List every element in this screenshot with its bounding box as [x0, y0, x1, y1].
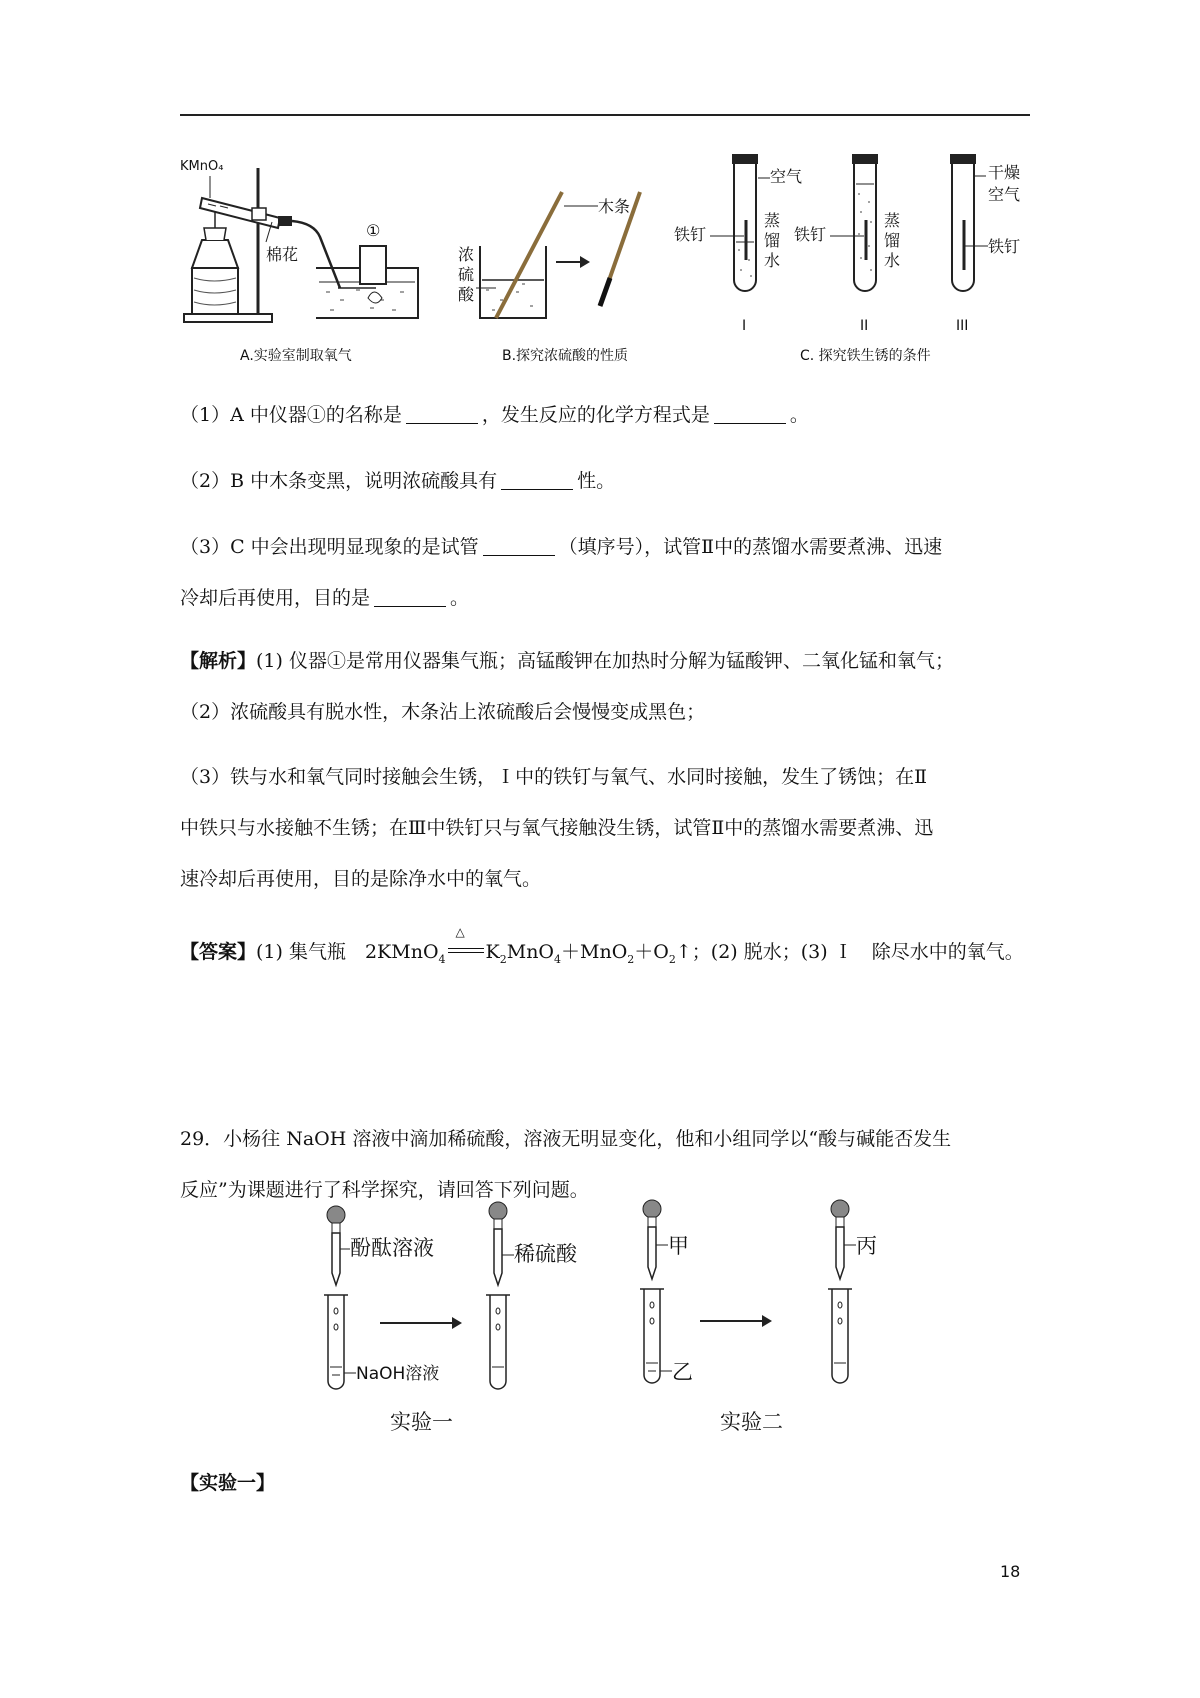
- answer-blank: [501, 471, 573, 490]
- svg-text:铁钉: 铁钉: [674, 225, 707, 244]
- header-rule: [180, 114, 1030, 116]
- svg-text:棉花: 棉花: [266, 245, 299, 264]
- svg-text:NaOH溶液: NaOH溶液: [356, 1364, 440, 1384]
- question-29: 29．小杨往 NaOH 溶液中滴加稀硫酸，溶液无明显变化，他和小组同学以“酸与碱能否发生 反应”为课题进行了科学探究，请回答下列问题。: [180, 1128, 952, 1201]
- answer-tag: 【答案】: [180, 941, 257, 963]
- svg-text:A.实验室制取氧气: A.实验室制取氧气: [240, 348, 352, 364]
- answer-blank: [406, 405, 478, 424]
- svg-text:丙: 丙: [856, 1234, 877, 1258]
- experiment-two: [640, 1200, 877, 1434]
- heat-equals-sign: △: [448, 927, 484, 978]
- svg-text:浓: 浓: [458, 245, 475, 264]
- lab-figure-top: [180, 150, 1030, 370]
- svg-text:实验二: 实验二: [720, 1410, 783, 1434]
- analysis-tag: 【解析】: [180, 650, 257, 672]
- svg-text:稀硫酸: 稀硫酸: [514, 1242, 577, 1266]
- svg-text:空气: 空气: [988, 185, 1021, 204]
- answer-blank: [374, 588, 446, 607]
- experiment-figure-bottom: [320, 1195, 940, 1435]
- svg-text:酚酞溶液: 酚酞溶液: [350, 1236, 434, 1260]
- analysis: 【解析】(1) 仪器①是常用仪器集气瓶；高锰酸钾在加热时分解为锰酸钾、二氧化锰和氧气； （2）浓硫酸具有脱水性，木条沾上浓硫酸后会慢慢变成黑色；: [180, 650, 954, 723]
- svg-text:铁钉: 铁钉: [794, 225, 827, 244]
- svg-text:酸: 酸: [458, 285, 475, 304]
- figure-c-rusting: [674, 154, 1020, 364]
- svg-text:蒸: 蒸: [884, 211, 901, 230]
- svg-text:木条: 木条: [598, 197, 631, 216]
- svg-text:蒸: 蒸: [764, 211, 781, 230]
- experiment-one: [324, 1202, 578, 1434]
- question-1: （1）A 中仪器①的名称是 ，发生反应的化学方程式是 。: [180, 404, 809, 426]
- answer: 【答案】(1) 集气瓶 2KMnO$_4$ △ $K_2MnO_4+MnO_2+O_2↑$；(2) 脱水；(3) Ｉ 除尽水中的氧气。: [180, 927, 1030, 985]
- svg-text:水: 水: [884, 251, 901, 270]
- svg-text:干燥: 干燥: [988, 163, 1021, 182]
- svg-text:III: III: [956, 318, 969, 334]
- question-2: （2）B 中木条变黑，说明浓硫酸具有 性。: [180, 470, 616, 492]
- svg-text:C. 探究铁生锈的条件: C. 探究铁生锈的条件: [800, 348, 931, 364]
- svg-text:KMnO₄: KMnO₄: [180, 159, 224, 174]
- svg-text:空气: 空气: [770, 167, 803, 186]
- svg-text:实验一: 实验一: [390, 1410, 453, 1434]
- svg-text:II: II: [860, 318, 869, 334]
- answer-blank: [483, 537, 555, 556]
- question-3: （3）C 中会出现明显现象的是试管 （填序号），试管Ⅱ中的蒸馏水需要煮沸、迅速 冷却后再使用，目的是 。: [180, 536, 943, 609]
- svg-text:铁钉: 铁钉: [988, 237, 1021, 256]
- experiment-one-heading: 【实验一】: [180, 1472, 276, 1494]
- svg-text:馏: 馏: [884, 231, 901, 250]
- svg-text:甲: 甲: [668, 1234, 689, 1258]
- svg-text:①: ①: [366, 221, 381, 240]
- answer-blank: [714, 405, 786, 424]
- analysis-part-3: （3）铁与水和氧气同时接触会生锈，Ｉ中的铁钉与氧气、水同时接触，发生了锈蚀；在Ⅱ 中铁只与水接触不生锈；在Ⅲ中铁钉只与氧气接触没生锈，试管Ⅱ中的蒸馏水需要煮沸、迅 速冷却后再使用，目的是除净水中的氧气。: [180, 766, 934, 890]
- figure-a-oxygen-setup: [180, 159, 418, 364]
- svg-text:B.探究浓硫酸的性质: B.探究浓硫酸的性质: [502, 348, 629, 364]
- figure-b-sulfuric-acid: [458, 192, 640, 364]
- svg-text:硫: 硫: [458, 265, 475, 284]
- svg-text:水: 水: [764, 251, 781, 270]
- svg-text:馏: 馏: [764, 231, 781, 250]
- svg-text:乙: 乙: [672, 1360, 693, 1384]
- svg-text:I: I: [742, 318, 747, 334]
- page-number: 18: [1000, 1562, 1021, 1581]
